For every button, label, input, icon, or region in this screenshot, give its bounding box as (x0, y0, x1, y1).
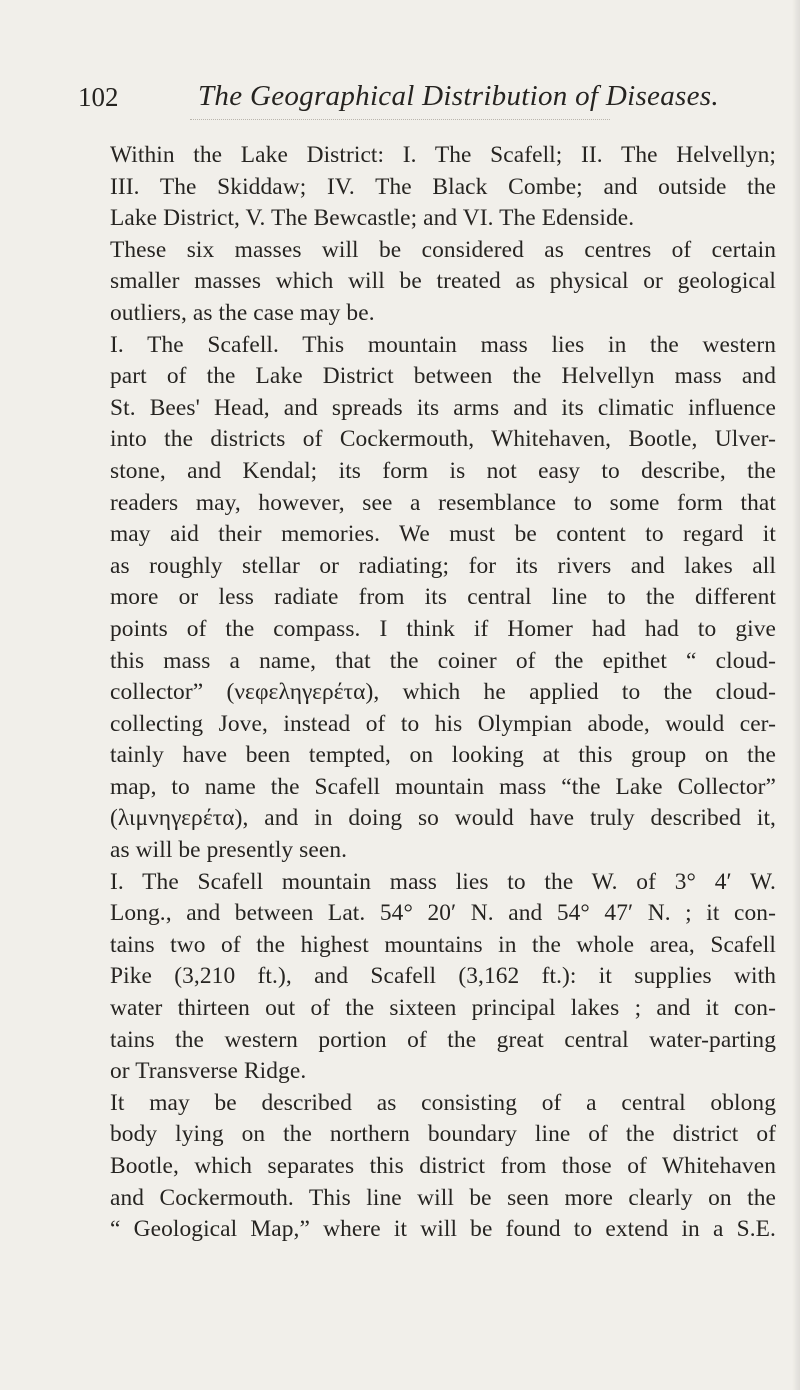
text-line: St. Bees' Head, and spreads its arms and its climatic influence (110, 394, 776, 421)
text-line: more or less radiate from its central line to the different (110, 584, 776, 611)
page-edge-shadow (792, 0, 800, 1390)
text-line: Lake District, V. The Bewcastle; and VI. The Edenside. (110, 205, 635, 232)
text-line: tains two of the highest mountains in the whole area, Scafell (110, 931, 776, 958)
text-line: as roughly stellar or radiating; for its rivers and lakes all (110, 552, 776, 579)
text-line: (λιμνηγερέτα), and in doing so would have truly described it, (110, 805, 776, 832)
text-line: collector” (νεφεληγερέτα), which he applied to the cloud- (110, 679, 776, 706)
text-line: and Cockermouth. This line will be seen more clearly on the (110, 1184, 776, 1211)
text-line: as will be presently seen. (110, 837, 348, 864)
text-line: It may be described as consisting of a central oblong (110, 1089, 776, 1116)
text-line: Pike (3,210 ft.), and Scafell (3,162 ft.): it supplies with (110, 963, 776, 990)
text-line: Within the Lake District: I. The Scafell; II. The Helvellyn; (110, 142, 776, 168)
text-line: or Transverse Ridge. (110, 1058, 307, 1085)
header-rule (190, 119, 610, 120)
text-line: smaller masses which will be treated as physical or geological (110, 268, 776, 295)
text-line: Bootle, which separates this district from those of Whitehaven (110, 1153, 776, 1179)
text-line: I. The Scafell. This mountain mass lies in the western (110, 331, 776, 358)
text-line: III. The Skiddaw; IV. The Black Combe; and outside the (110, 173, 776, 200)
running-header (78, 78, 719, 118)
text-line: this mass a name, that the coiner of the epithet “ cloud- (110, 647, 776, 674)
body-text (110, 140, 776, 1246)
text-line: part of the Lake District between the Helvellyn mass and (110, 363, 776, 390)
page-number: 102 (78, 82, 119, 112)
running-title: The Geographical Distribution of Diseases. (198, 80, 719, 112)
text-line: readers may, however, see a resemblance to some form that (110, 489, 776, 516)
text-line: map, to name the Scafell mountain mass “the Lake Collector” (110, 773, 776, 800)
text-line: outliers, as the case may be. (110, 299, 375, 326)
text-line: points of the compass. I think if Homer had had to give (110, 615, 776, 642)
text-line: may aid their memories. We must be content to regard it (110, 521, 776, 548)
text-line: “ Geological Map,” where it will be found to extend in a S.E. (110, 1216, 776, 1243)
text-line: water thirteen out of the sixteen principal lakes ; and it con- (110, 995, 776, 1022)
text-line: These six masses will be considered as centres of certain (110, 236, 776, 263)
text-line: stone, and Kendal; its form is not easy to describe, the (110, 457, 776, 484)
text-line: collecting Jove, instead of to his Olympian abode, would cer- (110, 710, 776, 737)
text-line: body lying on the northern boundary line of the district of (110, 1121, 776, 1148)
text-line: tains the western portion of the great central water-parting (110, 1026, 776, 1053)
text-line: tainly have been tempted, on looking at this group on the (110, 742, 776, 769)
text-line: into the districts of Cockermouth, Whitehaven, Bootle, Ulver- (110, 426, 776, 453)
text-line: Long., and between Lat. 54° 20′ N. and 54° 47′ N. ; it con- (110, 900, 776, 927)
text-line: I. The Scafell mountain mass lies to the W. of 3° 4′ W. (110, 868, 776, 895)
